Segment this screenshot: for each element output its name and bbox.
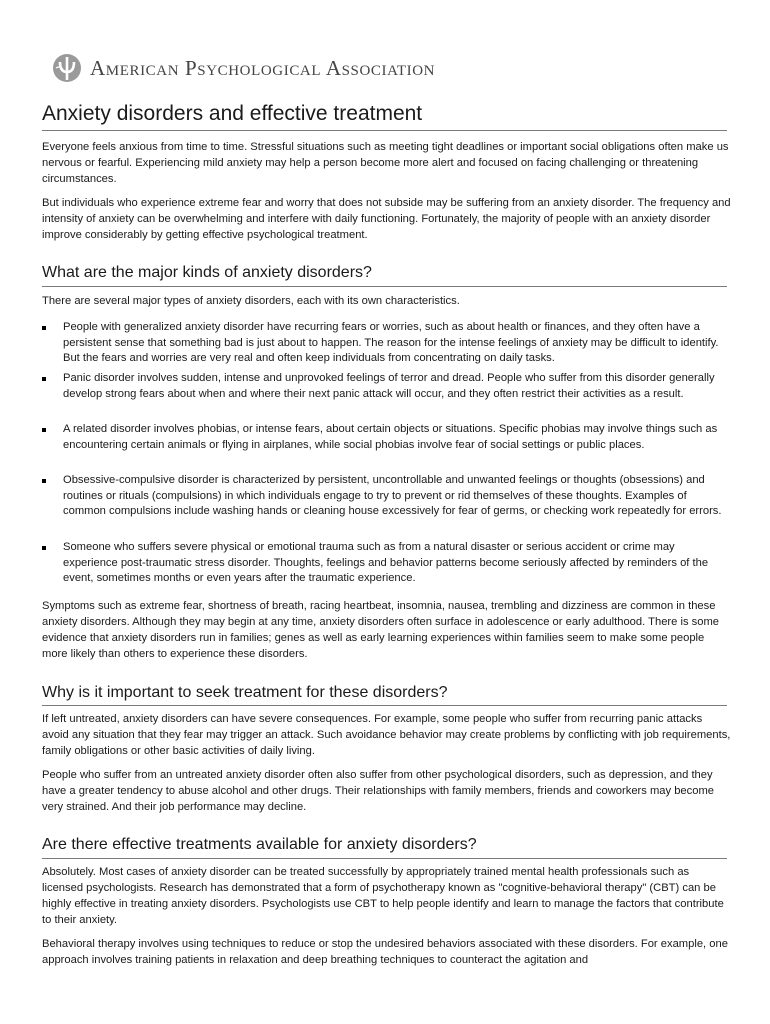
- page-title: Anxiety disorders and effective treatment: [42, 102, 423, 125]
- list-item: Panic disorder involves sudden, intense and unprovoked feelings of terror and dread. People who suffer from this disorder generally develop strong fears about when and where their next panic attack will occur, and they often restrict their activities as a result.: [42, 371, 732, 422]
- bullet-icon: [42, 377, 46, 381]
- symptoms-paragraph: Symptoms such as extreme fear, shortness of breath, racing heartbeat, insomnia, nausea, trembling and dizziness are common in these anxiety disorders. Although they may begin at any time, anxiety disorders often surface in adolescence or early adulthood. There is some evidence that anxiety disorders run in families; genes as well as early learning experiences within families seem to make some people more likely than others to experience these disorders.: [42, 600, 720, 660]
- treatment-paragraph-1: Absolutely. Most cases of anxiety disorder can be treated successfully by appropriately trained mental health professionals such as licensed psychologists. Research has demonstrated that a form of psychotherapy known as "cognitive-behavioral therapy" (CBT) can be highly effective in treating anxiety disorders. Psychologists use CBT to help people identify and learn to manage the factors that contribute to their anxiety.: [42, 866, 724, 926]
- title-divider: [42, 130, 727, 131]
- org-name: American Psychological Association: [90, 55, 436, 80]
- bullet-icon: [42, 546, 46, 550]
- section-divider: [42, 705, 727, 706]
- section-heading-kinds: What are the major kinds of anxiety disorders?: [42, 264, 372, 281]
- untreated-paragraph-1: If left untreated, anxiety disorders can have severe consequences. For example, some people who suffer from recurring panic attacks avoid any situation that they fear may trigger an attack. Such avoidance behavior may create problems by conflicting with job requirements, family obligations or other basic activities of daily living.: [42, 713, 731, 757]
- list-item: Obsessive-compulsive disorder is characterized by persistent, uncontrollable and unwanted feelings or thoughts (obsessions) and routines or rituals (compulsions) in which individuals engage to try to prevent or rid themselves of these thoughts. Examples of common compulsions include washing hands or cleaning house excessively for fear of germs, or checking work repeatedly for errors.: [42, 473, 732, 540]
- bullet-icon: [42, 428, 46, 432]
- intro-paragraph-1: Everyone feels anxious from time to time. Stressful situations such as meeting tight deadlines or important social obligations often make us nervous or fearful. Experiencing mild anxiety may help a person become more alert and focused on facing challenging or threatening circumstances.: [42, 141, 729, 185]
- bullet-icon: [42, 326, 46, 330]
- treatment-paragraph-2: Behavioral therapy involves using techniques to reduce or stop the undesired behaviors associated with these disorders. For example, one approach involves training patients in relaxation and deep breathing techniques to counteract the agitation and: [42, 938, 728, 966]
- section-heading-effective-treatments: Are there effective treatments available for anxiety disorders?: [42, 836, 477, 853]
- list-item: A related disorder involves phobias, or intense fears, about certain objects or situations. Specific phobias may involve things such as encountering certain animals or flying in airplanes, while social phobias involve fear of social settings or public places.: [42, 422, 732, 473]
- section-divider: [42, 858, 727, 859]
- section-divider: [42, 286, 727, 287]
- section-lead-kinds: There are several major types of anxiety disorders, each with its own characteristics.: [42, 295, 460, 307]
- anxiety-types-list: [42, 320, 732, 591]
- intro-paragraph-2: But individuals who experience extreme fear and worry that does not subside may be suffering from an anxiety disorder. The frequency and intensity of anxiety can be overwhelming and interfere with daily functioning. Fortunately, the majority of people with an anxiety disorder improve considerably by getting effective psychological treatment.: [42, 197, 731, 241]
- list-item: Someone who suffers severe physical or emotional trauma such as from a natural disaster or serious accident or crime may experience post-traumatic stress disorder. Thoughts, feelings and behavior patterns become seriously affected by reminders of the event, sometimes months or even years after the traumatic experience.: [42, 540, 732, 591]
- apa-logo: [52, 50, 435, 86]
- list-item: People with generalized anxiety disorder have recurring fears or worries, such as about health or finances, and they often have a persistent sense that something bad is just about to happen. The reason for the intense feelings of anxiety may be difficult to identify. But the fears and worries are very real and often keep individuals from concentrating on daily tasks.: [42, 320, 732, 371]
- section-heading-treatment-importance: Why is it important to seek treatment for these disorders?: [42, 684, 448, 701]
- untreated-paragraph-2: People who suffer from an untreated anxiety disorder often also suffer from other psychological disorders, such as depression, and they have a greater tendency to abuse alcohol and other drugs. Their relationships with family members, friends and coworkers may become very strained. And their job performance may decline.: [42, 769, 715, 813]
- bullet-icon: [42, 479, 46, 483]
- apa-psi-icon: [52, 53, 82, 83]
